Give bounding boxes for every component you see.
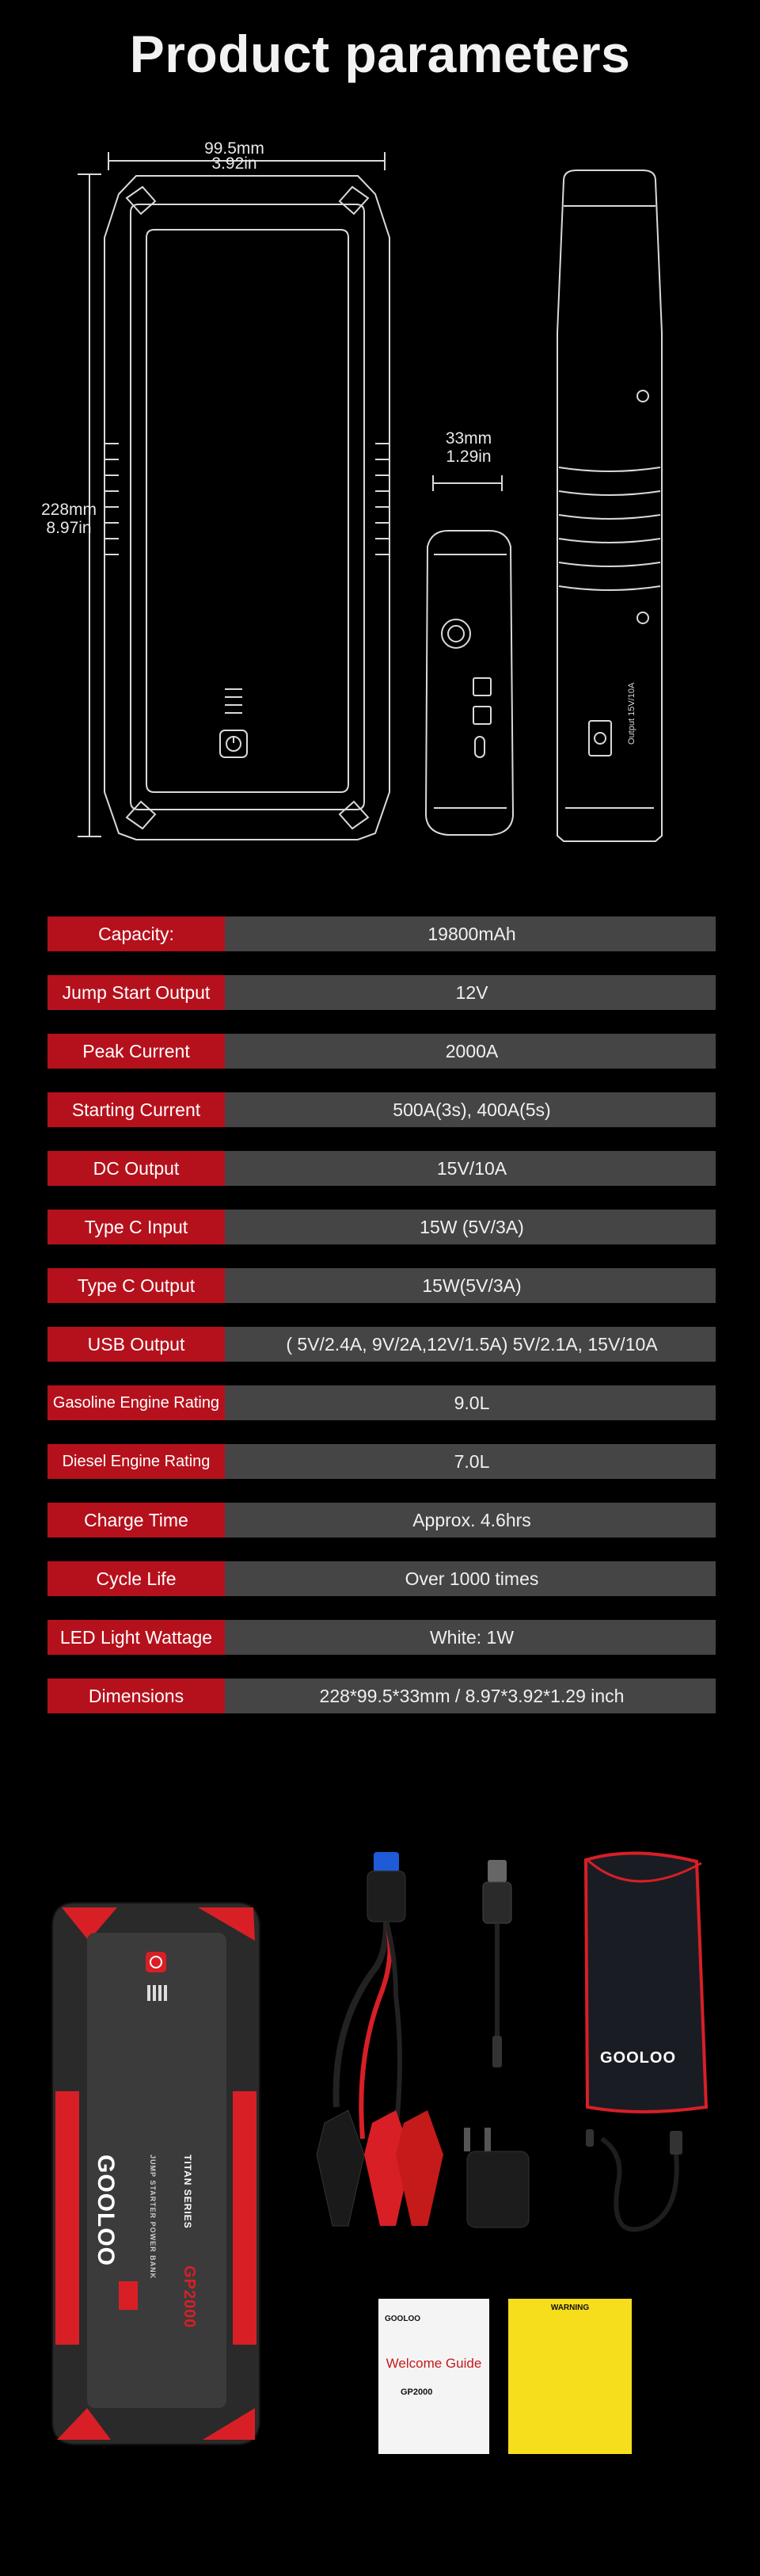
spec-key: Type C Output <box>48 1268 225 1303</box>
spec-key: Jump Start Output <box>48 975 225 1010</box>
spec-value: White: 1W <box>225 1620 716 1655</box>
device-series-text: TITAN SERIES <box>182 2155 193 2229</box>
guide-title: Welcome Guide <box>386 2356 482 2371</box>
spec-key: DC Output <box>48 1151 225 1186</box>
spec-value: 500A(3s), 400A(5s) <box>225 1092 716 1127</box>
spec-key: LED Light Wattage <box>48 1620 225 1655</box>
page-title: Product parameters <box>129 25 631 83</box>
wall-adapter <box>464 2128 529 2227</box>
warning-card <box>508 2299 632 2454</box>
height-in: 8.97in <box>46 519 92 537</box>
welcome-guide-card <box>378 2299 489 2454</box>
spec-key: Starting Current <box>48 1092 225 1127</box>
device-subtitle-text: JUMP STARTER POWER BANK <box>149 2155 157 2280</box>
guide-model: GP2000 <box>401 2387 433 2397</box>
spec-value: 15W(5V/3A) <box>225 1268 716 1303</box>
spec-value: 15V/10A <box>225 1151 716 1186</box>
spec-value: 2000A <box>225 1034 716 1069</box>
depth-in: 1.29in <box>446 448 492 466</box>
car-charger <box>483 1860 511 2067</box>
usb-cable <box>586 2129 682 2229</box>
spec-value: Over 1000 times <box>225 1561 716 1596</box>
spec-key: Diesel Engine Rating <box>48 1444 225 1479</box>
guide-logo-text: GOOLOO <box>385 2315 420 2323</box>
spec-key: Capacity: <box>48 916 225 951</box>
warning-title: WARNING <box>550 2304 590 2312</box>
spec-value: ( 5V/2.4A, 9V/2A,12V/1.5A) 5V/2.1A, 15V/10A <box>225 1327 716 1362</box>
spec-key: Peak Current <box>48 1034 225 1069</box>
spec-value: 228*99.5*33mm / 8.97*3.92*1.29 inch <box>225 1679 716 1713</box>
spec-value: 9.0L <box>225 1385 716 1420</box>
device-model-text: GP2000 <box>180 2265 198 2329</box>
device-brand-text: GOOLOO <box>93 2155 119 2266</box>
spec-key: Type C Input <box>48 1210 225 1244</box>
height-mm: 228mm <box>40 501 97 519</box>
carry-bag <box>586 1853 706 2112</box>
spec-key: Dimensions <box>48 1679 225 1713</box>
spec-key: Gasoline Engine Rating <box>48 1385 225 1420</box>
jumper-clamps <box>317 1852 443 2226</box>
depth-mm: 33mm <box>445 429 492 448</box>
side-port-label: Output 15V/10A <box>627 682 636 745</box>
spec-value: 12V <box>225 975 716 1010</box>
spec-value: 19800mAh <box>225 916 716 951</box>
spec-value: 7.0L <box>225 1444 716 1479</box>
width-mm: 99.5mm <box>204 139 264 158</box>
bag-brand-text: GOOLOO <box>600 2049 676 2067</box>
spec-key: Cycle Life <box>48 1561 225 1596</box>
spec-value: Approx. 4.6hrs <box>225 1503 716 1538</box>
spec-value: 15W (5V/3A) <box>225 1210 716 1244</box>
spec-key: USB Output <box>48 1327 225 1362</box>
width-in: 3.92in <box>211 154 257 173</box>
spec-key: Charge Time <box>48 1503 225 1538</box>
